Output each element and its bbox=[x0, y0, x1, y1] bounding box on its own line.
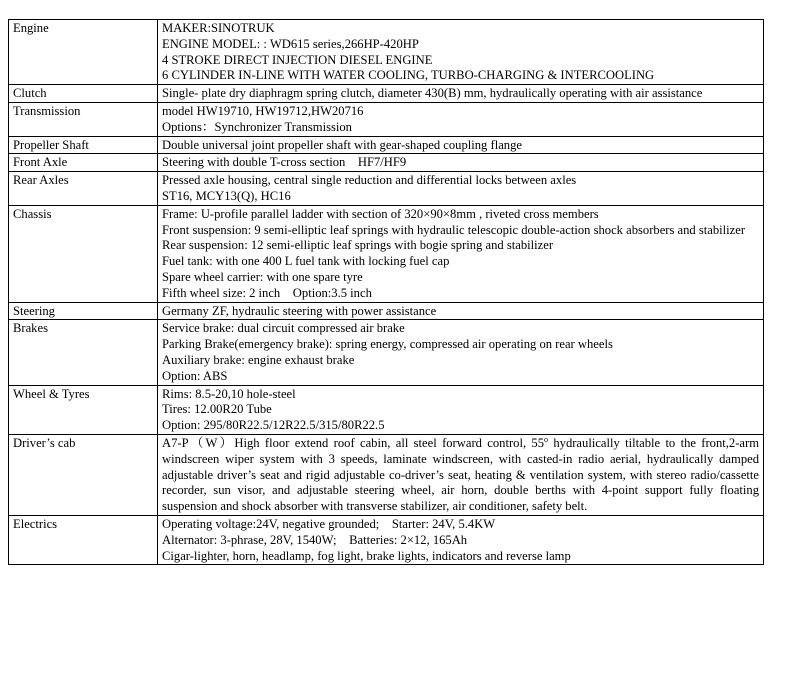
value-chassis bbox=[158, 205, 764, 302]
label-chassis: Chassis bbox=[9, 205, 158, 302]
chassis-line: Fifth wheel size: 2 inch Option:3.5 inch bbox=[162, 285, 372, 300]
cab-text-rest: hydraulically tiltable to the front,2-arm windscreen wiper system with 3 speeds, laminate windscreen, with casted-in radio aerial, hydraulically damped adjustable driver’s seat and rigid adjustable co-driver’s seat, heating & ventilation system, with stereo radio/cassette recorder, sun visor, and adjustable steering wheel, air horn, double berths with 4-point support fully floating suspension and shock absorber with transverse stabilizer, air conditioner, safety belt. bbox=[162, 435, 759, 514]
cab-text-start: A7-P（W）High floor extend roof cabin, all steel forward control, 55 bbox=[162, 435, 545, 450]
value-brakes bbox=[158, 320, 764, 385]
value-electrics bbox=[158, 515, 764, 564]
value-steering bbox=[158, 302, 764, 320]
row-wheel-tyres bbox=[9, 385, 764, 434]
electrics-line: Operating voltage:24V, negative grounded; Starter: 24V, 5.4KW bbox=[162, 516, 496, 531]
row-electrics bbox=[9, 515, 764, 564]
label-steering: Steering bbox=[9, 302, 158, 320]
label-electrics: Electrics bbox=[9, 515, 158, 564]
label-drivers-cab: Driver’s cab bbox=[9, 434, 158, 515]
value-propeller-shaft bbox=[158, 136, 764, 154]
row-clutch bbox=[9, 85, 764, 103]
row-front-axle bbox=[9, 154, 764, 172]
brakes-line: Option: ABS bbox=[162, 368, 228, 383]
value-wheel-tyres bbox=[158, 385, 764, 434]
chassis-line: Spare wheel carrier: with one spare tyre bbox=[162, 269, 363, 284]
chassis-line: Rear suspension: 12 semi-elliptic leaf springs with bogie spring and stabilizer bbox=[162, 238, 554, 253]
clutch-line: Single- plate dry diaphragm spring clutch, diameter 430(B) mm, hydraulically operating with air assistance bbox=[162, 86, 703, 101]
label-rear-axles: Rear Axles bbox=[9, 172, 158, 206]
wheel-tyres-line: Rims: 8.5-20,10 hole-steel bbox=[162, 386, 296, 401]
row-chassis bbox=[9, 205, 764, 302]
chassis-line: Frame: U-profile parallel ladder with section of 320×90×8mm , riveted cross members bbox=[162, 206, 599, 221]
wheel-tyres-line: Tires: 12.00R20 Tube bbox=[162, 402, 272, 417]
row-rear-axles bbox=[9, 172, 764, 206]
front-axle-line: Steering with double T-cross section HF7/HF9 bbox=[162, 155, 407, 170]
row-steering bbox=[9, 302, 764, 320]
engine-line: 4 STROKE DIRECT INJECTION DIESEL ENGINE bbox=[162, 52, 433, 67]
chassis-line: Front suspension: 9 semi-elliptic leaf springs with hydraulic telescopic double-action shock absorbers and stabilizer bbox=[162, 222, 746, 237]
steering-line: Germany ZF, hydraulic steering with power assistance bbox=[162, 303, 437, 318]
label-engine: Engine bbox=[9, 20, 158, 85]
engine-line: 6 CYLINDER IN-LINE WITH WATER COOLING, TURBO-CHARGING & INTERCOOLING bbox=[162, 68, 655, 83]
row-propeller-shaft bbox=[9, 136, 764, 154]
label-transmission: Transmission bbox=[9, 102, 158, 136]
chassis-line: Fuel tank: with one 400 L fuel tank with locking fuel cap bbox=[162, 254, 450, 269]
row-brakes bbox=[9, 320, 764, 385]
degree-mark: o bbox=[544, 434, 549, 444]
brakes-line: Service brake: dual circuit compressed air brake bbox=[162, 321, 405, 336]
label-front-axle: Front Axle bbox=[9, 154, 158, 172]
value-clutch bbox=[158, 85, 764, 103]
value-transmission bbox=[158, 102, 764, 136]
label-wheel-tyres: Wheel & Tyres bbox=[9, 385, 158, 434]
row-engine bbox=[9, 20, 764, 85]
electrics-line: Alternator: 3-phrase, 28V, 1540W; Batteries: 2×12, 165Ah bbox=[162, 532, 468, 547]
transmission-line: model HW19710, HW19712,HW20716 bbox=[162, 103, 364, 118]
label-propeller-shaft: Propeller Shaft bbox=[9, 136, 158, 154]
engine-line: MAKER:SINOTRUK bbox=[162, 21, 275, 35]
row-drivers-cab bbox=[9, 434, 764, 515]
engine-line: ENGINE MODEL: : WD615 series,266HP-420HP bbox=[162, 36, 419, 51]
label-brakes: Brakes bbox=[9, 320, 158, 385]
value-engine bbox=[158, 20, 764, 85]
electrics-line: Cigar-lighter, horn, headlamp, fog light, brake lights, indicators and reverse lamp bbox=[162, 548, 571, 563]
label-clutch: Clutch bbox=[9, 85, 158, 103]
row-transmission bbox=[9, 102, 764, 136]
value-rear-axles bbox=[158, 172, 764, 206]
value-drivers-cab bbox=[158, 434, 764, 515]
transmission-line: Options：Synchronizer Transmission bbox=[162, 119, 352, 134]
rear-axles-line: Pressed axle housing, central single reduction and differential locks between axles bbox=[162, 173, 577, 188]
spec-table bbox=[8, 19, 764, 565]
brakes-line: Auxiliary brake: engine exhaust brake bbox=[162, 352, 355, 367]
wheel-tyres-line: Option: 295/80R22.5/12R22.5/315/80R22.5 bbox=[162, 418, 385, 433]
propeller-shaft-line: Double universal joint propeller shaft with gear-shaped coupling flange bbox=[162, 137, 522, 152]
value-front-axle bbox=[158, 154, 764, 172]
rear-axles-line: ST16, MCY13(Q), HC16 bbox=[162, 188, 291, 203]
brakes-line: Parking Brake(emergency brake): spring energy, compressed air operating on rear wheels bbox=[162, 337, 613, 352]
